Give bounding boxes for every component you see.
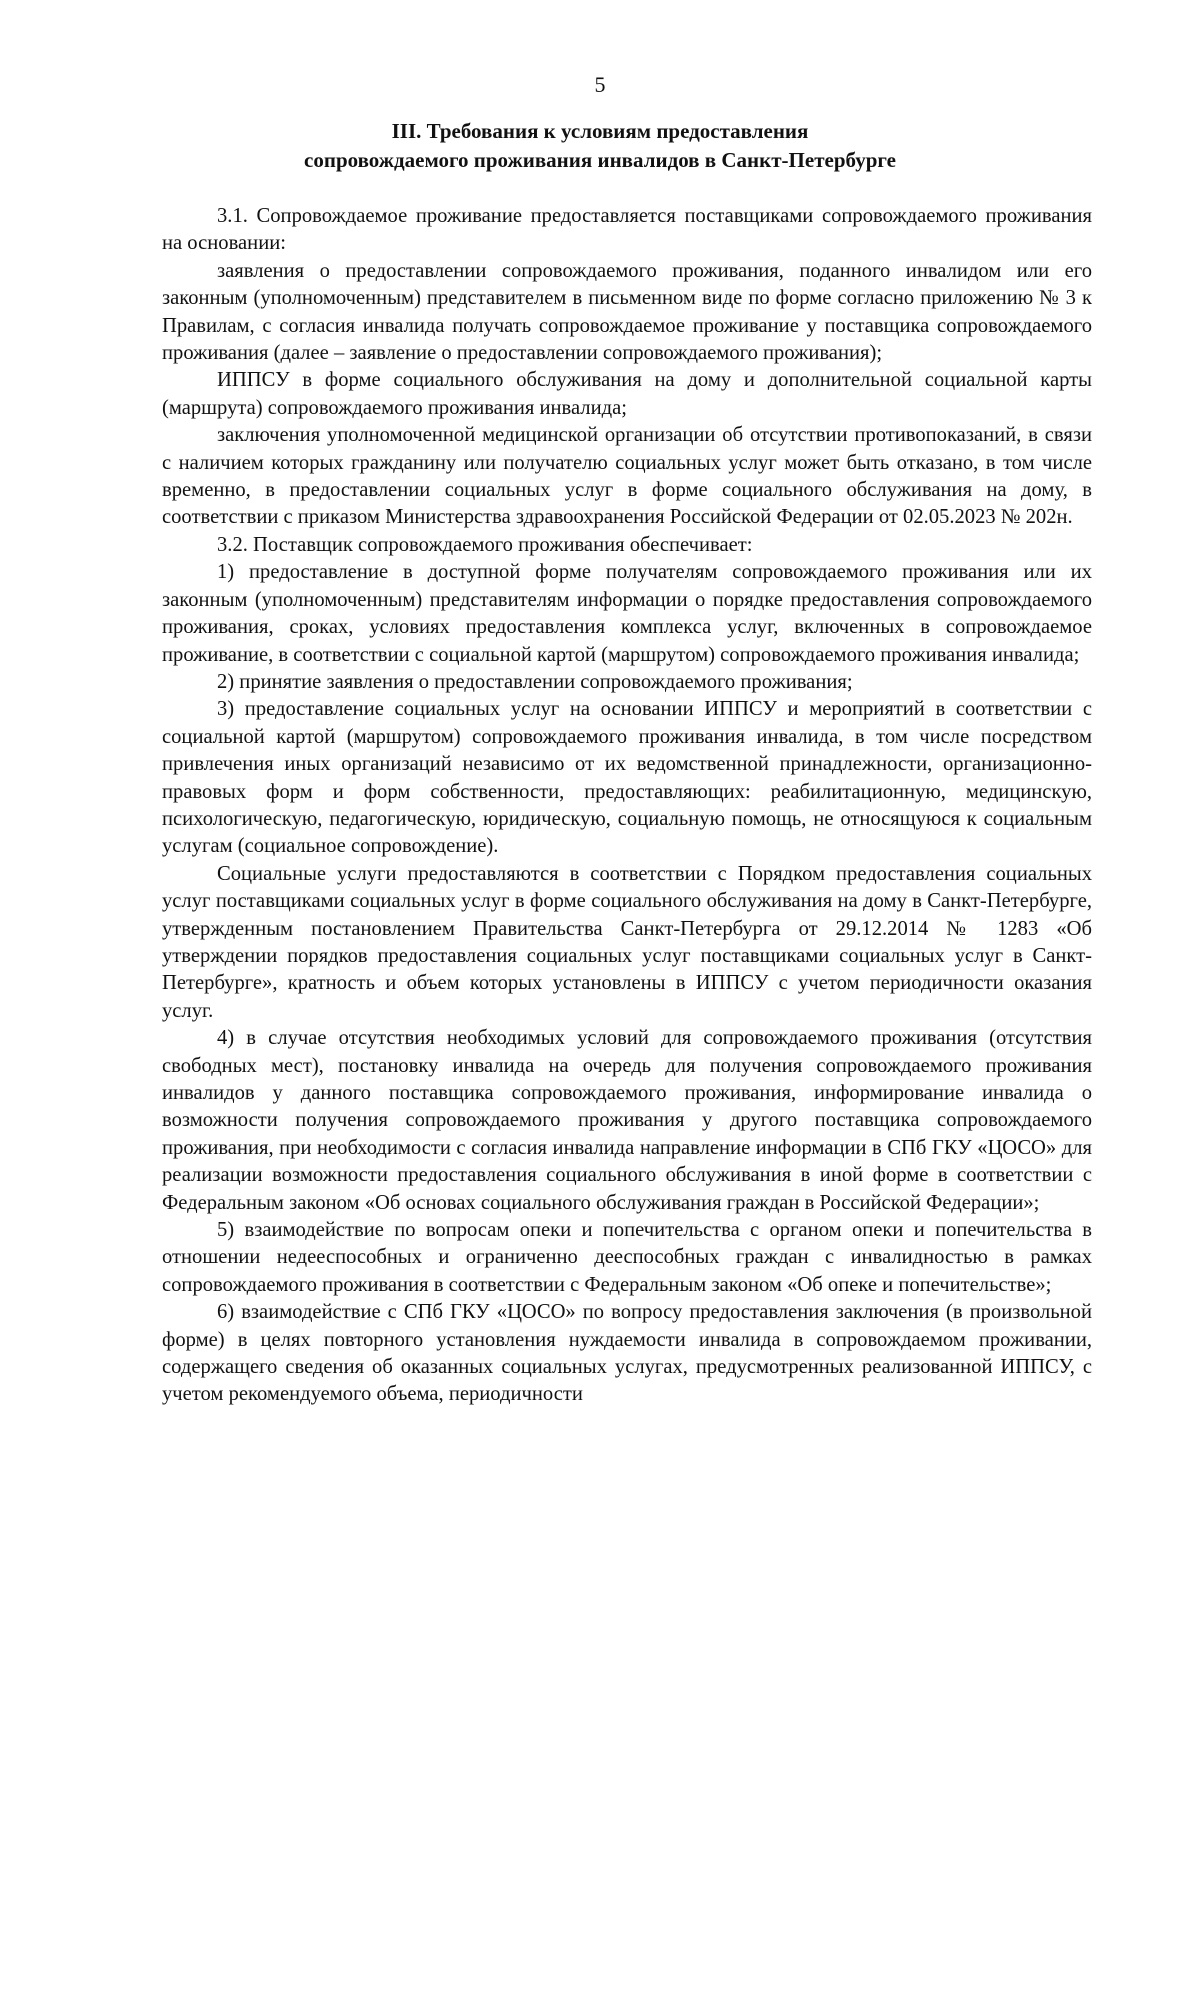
paragraph-application: заявления о предоставлении сопровождаемого проживания, поданного инвалидом или его законным (уполномоченным) представителем в письменном виде по форме согласно приложению № 3 к Правилам, с согласия инвалида получать сопровождаемое проживание у поставщика сопровождаемого проживания (далее – заявление о предоставлении сопровождаемого проживания); xyxy=(162,259,1092,365)
list-item-4: 4) в случае отсутствия необходимых условий для сопровождаемого проживания (отсутствия свободных мест), постановку инвалида на очередь для получения сопровождаемого проживания инвалидов у данного поставщика сопровождаемого проживания, информирование инвалида о возможности получения сопровождаемого проживания у другого поставщика сопровождаемого проживания, при необходимости с согласия инвалида направление информации в СПб ГКУ «ЦОСО» для реализации возможности предоставления социального обслуживания в иной форме в соответствии с Федеральным законом «Об основах социального обслуживания граждан в Российской Федерации»; xyxy=(162,1027,1092,1214)
list-item-6: 6) взаимодействие с СПб ГКУ «ЦОСО» по вопросу предоставления заключения (в произвольной форме) в целях повторного установления нуждаемости инвалида в сопровождаемом проживании, содержащего сведения об оказанных социальных услугах, предусмотренных реализованной ИППСУ, с учетом рекомендуемого объема, периодичности xyxy=(162,1301,1092,1406)
section-title-line-1: III. Требования к условиям предоставления xyxy=(391,119,809,143)
paragraph-3-1: 3.1. Сопровождаемое проживание предоставляется поставщиками сопровождаемого проживания на основании: xyxy=(162,205,1092,255)
list-item-2: 2) принятие заявления о предоставлении сопровождаемого проживания; xyxy=(217,670,853,693)
paragraph-ippsu: ИППСУ в форме социального обслуживания на дому и дополнительной социальной карты (маршрута) сопровождаемого проживания инвалида; xyxy=(162,369,1092,419)
document-body xyxy=(162,203,1092,1409)
paragraph-social-services: Социальные услуги предоставляются в соответствии с Порядком предоставления социальных услуг поставщиками социальных услуг в форме социального обслуживания на дому в Санкт-Петербурге, утвержденным постановлением Правительства Санкт-Петербурга от 29.12.2014 № 1283 «Об утверждении порядков предоставления социальных услуг поставщиками социальных услуг в Санкт-Петербурге», кратность и объем которых установлены в ИППСУ с учетом периодичности оказания услуг. xyxy=(162,862,1092,1022)
list-item-1: 1) предоставление в доступной форме получателям сопровождаемого проживания или их законным (уполномоченным) представителям информации о порядке предоставления сопровождаемого проживания, сроках, условиях предоставления комплекса услуг, включенных в сопровождаемое проживание, в соответствии с социальной картой (маршрутом) сопровождаемого проживания инвалида; xyxy=(162,561,1092,666)
list-item-3: 3) предоставление социальных услуг на основании ИППСУ и мероприятий в соответствии с социальной картой (маршрутом) сопровождаемого проживания инвалида, в том числе посредством привлечения иных организаций независимо от их ведомственной принадлежности, организационно-правовых форм и форм собственности, предоставляющих: реабилитационную, медицинскую, психологическую, педагогическую, юридическую, социальную помощь, не относящуюся к социальным услугам (социальное сопровождение). xyxy=(162,698,1092,858)
page-number: 5 xyxy=(594,72,606,97)
paragraph-medical-conclusion: заключения уполномоченной медицинской организации об отсутствии противопоказаний, в связи с наличием которых гражданину или получателю социальных услуг может быть отказано, в том числе временно, в предоставлении социальных услуг в форме социального обслуживания на дому, в соответствии с приказом Министерства здравоохранения Российской Федерации от 02.05.2023 № 202н. xyxy=(162,424,1092,529)
list-item-5: 5) взаимодействие по вопросам опеки и попечительства с органом опеки и попечительства в отношении недееспособных и ограниченно дееспособных граждан с инвалидностью в рамках сопровождаемого проживания в соответствии с Федеральным законом «Об опеке и попечительстве»; xyxy=(162,1219,1092,1296)
section-title-line-2: сопровождаемого проживания инвалидов в Санкт-Петербурге xyxy=(304,148,896,172)
section-title xyxy=(0,117,1200,175)
paragraph-3-2: 3.2. Поставщик сопровождаемого проживания обеспечивает: xyxy=(217,533,753,556)
